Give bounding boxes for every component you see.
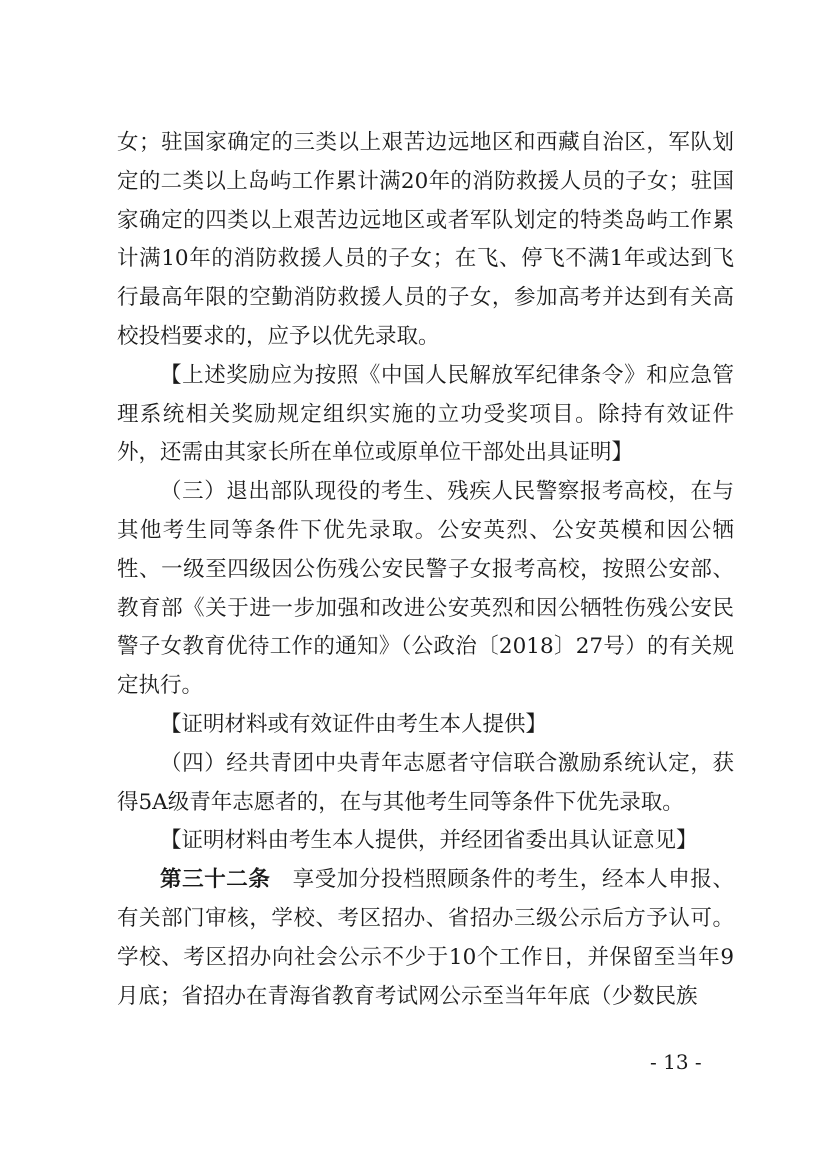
paragraph-volunteer-note: 【证明材料由考生本人提供，并经团省委出具认证意见】 <box>160 828 698 854</box>
page-number: - 13 - <box>650 1050 702 1074</box>
article-title: 第三十二条 <box>160 867 271 893</box>
paragraph-item-three: （三）退出部队现役的考生、残疾人民警察报考高校，在与其他考生同等条件下优先录取。公安英烈、公安英模和因公牺牲、一级至四级因公伤残公安民警子女报考高校，按照公安部、教育部《关于进一步加强和改进公安英烈和因公牺牲伤残公安民警子女教育优待工作的通知》（公政治〔2018〕27号）的有关规定执行。 <box>117 479 734 699</box>
paragraph-article-32 <box>117 861 734 1016</box>
paragraph-item-four: （四）经共青团中央青年志愿者守信联合激励系统认定，获得5A级青年志愿者的，在与其他考生同等条件下优先录取。 <box>117 750 734 815</box>
article-text: 享受加分投档照顾条件的考生，经本人申报、有关部门审核，学校、考区招办、省招办三级公示后方予认可。学校、考区招办向社会公示不少于10个工作日，并保留至当年9月底；省招办在青海省教育考试网公示至当年年底（少数民族 <box>117 867 734 1009</box>
paragraph-proof-note: 【证明材料或有效证件由考生本人提供】 <box>160 711 548 737</box>
paragraph-award-note: 【上述奖励应为按照《中国人民解放军纪律条令》和应急管理系统相关奖励规定组织实施的立功受奖项目。除持有效证件外，还需由其家长所在单位或原单位干部处出具证明】 <box>117 362 734 466</box>
body-text <box>117 124 734 1016</box>
paragraph-continuation: 女；驻国家确定的三类以上艰苦边远地区和西藏自治区，军队划定的二类以上岛屿工作累计满20年的消防救援人员的子女；驻国家确定的四类以上艰苦边远地区或者军队划定的特类岛屿工作累计满10年的消防救援人员的子女；在飞、停飞不满1年或达到飞行最高年限的空勤消防救援人员的子女，参加高考并达到有关高校投档要求的，应予以优先录取。 <box>117 130 734 349</box>
